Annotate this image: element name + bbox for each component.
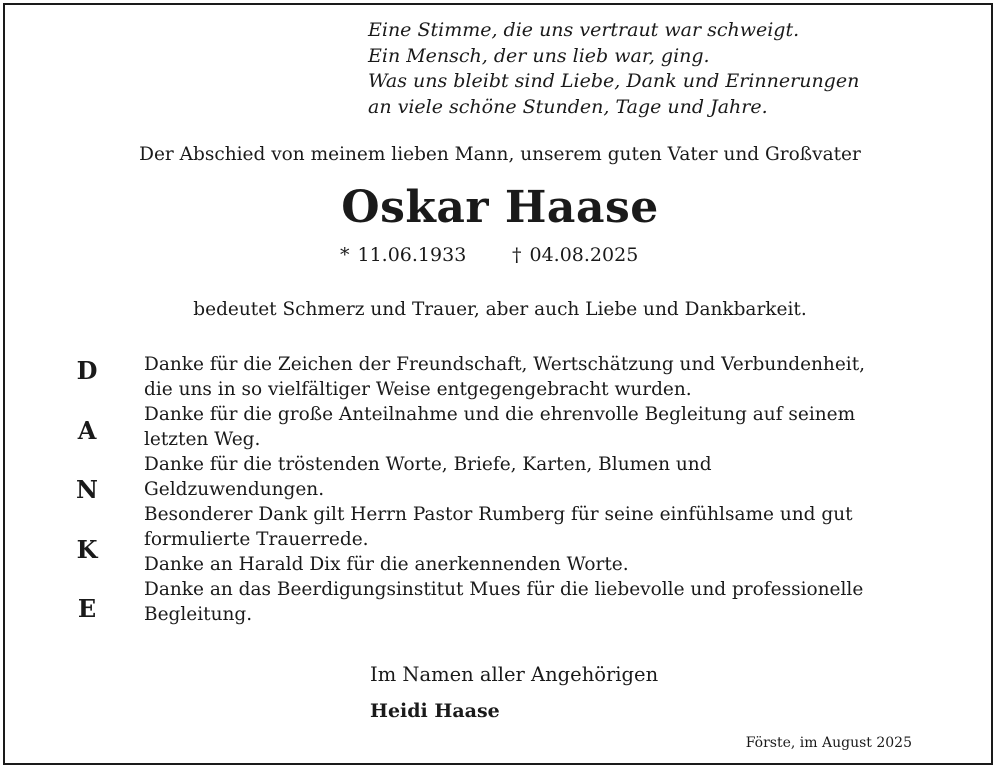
thanks-line: Geldzuwendungen. (144, 479, 325, 500)
danke-vertical (62, 356, 112, 654)
birth-star-icon: * (340, 244, 350, 266)
intro-text: Der Abschied von meinem lieben Mann, unserem guten Vater und Großvater (139, 144, 861, 165)
life-dates (0, 244, 1000, 274)
death-cross-icon: † (512, 244, 522, 266)
thanks-line: Danke an Harald Dix für die anerkennenden Worte. (144, 554, 629, 575)
thanks-line: Danke für die Zeichen der Freundschaft, Wertschätzung und Verbundenheit, (144, 354, 866, 375)
birth-date: 11.06.1933 (357, 244, 467, 266)
death-date: 04.08.2025 (529, 244, 639, 266)
thanks-line: Begleitung. (144, 604, 253, 625)
danke-letter: A (77, 415, 97, 445)
meaning-text: bedeutet Schmerz und Trauer, aber auch Liebe und Dankbarkeit. (193, 299, 807, 320)
poem (368, 18, 888, 120)
thanks-line: Danke an das Beerdigungsinstitut Mues für die liebevolle und professionelle (144, 579, 864, 600)
danke-letter: N (76, 475, 98, 504)
thanks-line: Besonderer Dank gilt Herrn Pastor Rumberg für seine einfühlsame und gut (144, 504, 853, 525)
behalf-text: Im Namen aller Angehörigen (370, 663, 659, 686)
poem-line: Was uns bleibt sind Liebe, Dank und Erinnerungen (368, 70, 860, 92)
poem-line: Ein Mensch, der uns lieb war, ging. (368, 44, 710, 67)
place-date: Förste, im August 2025 (745, 735, 912, 751)
birth-date-group (340, 244, 466, 266)
danke-letter: E (77, 594, 97, 623)
thanks-text (144, 352, 924, 627)
danke-letter: K (76, 534, 98, 564)
thanks-line: Danke für die große Anteilnahme und die ehrenvolle Begleitung auf seinem (144, 404, 856, 425)
thanks-line: die uns in so vielfältiger Weise entgegengebracht wurden. (144, 379, 692, 400)
danke-letter: D (76, 356, 98, 385)
poem-line: an viele schöne Stunden, Tage und Jahre. (368, 95, 768, 118)
thanks-line: formulierte Trauerrede. (144, 529, 369, 550)
poem-line: Eine Stimme, die uns vertraut war schweigt. (368, 19, 800, 41)
thanks-line: letzten Weg. (144, 429, 261, 450)
signer-name: Heidi Haase (370, 700, 500, 722)
death-date-group (512, 244, 638, 266)
thanks-line: Danke für die tröstenden Worte, Briefe, Karten, Blumen und (144, 454, 712, 475)
deceased-name: Oskar Haase (341, 182, 659, 233)
